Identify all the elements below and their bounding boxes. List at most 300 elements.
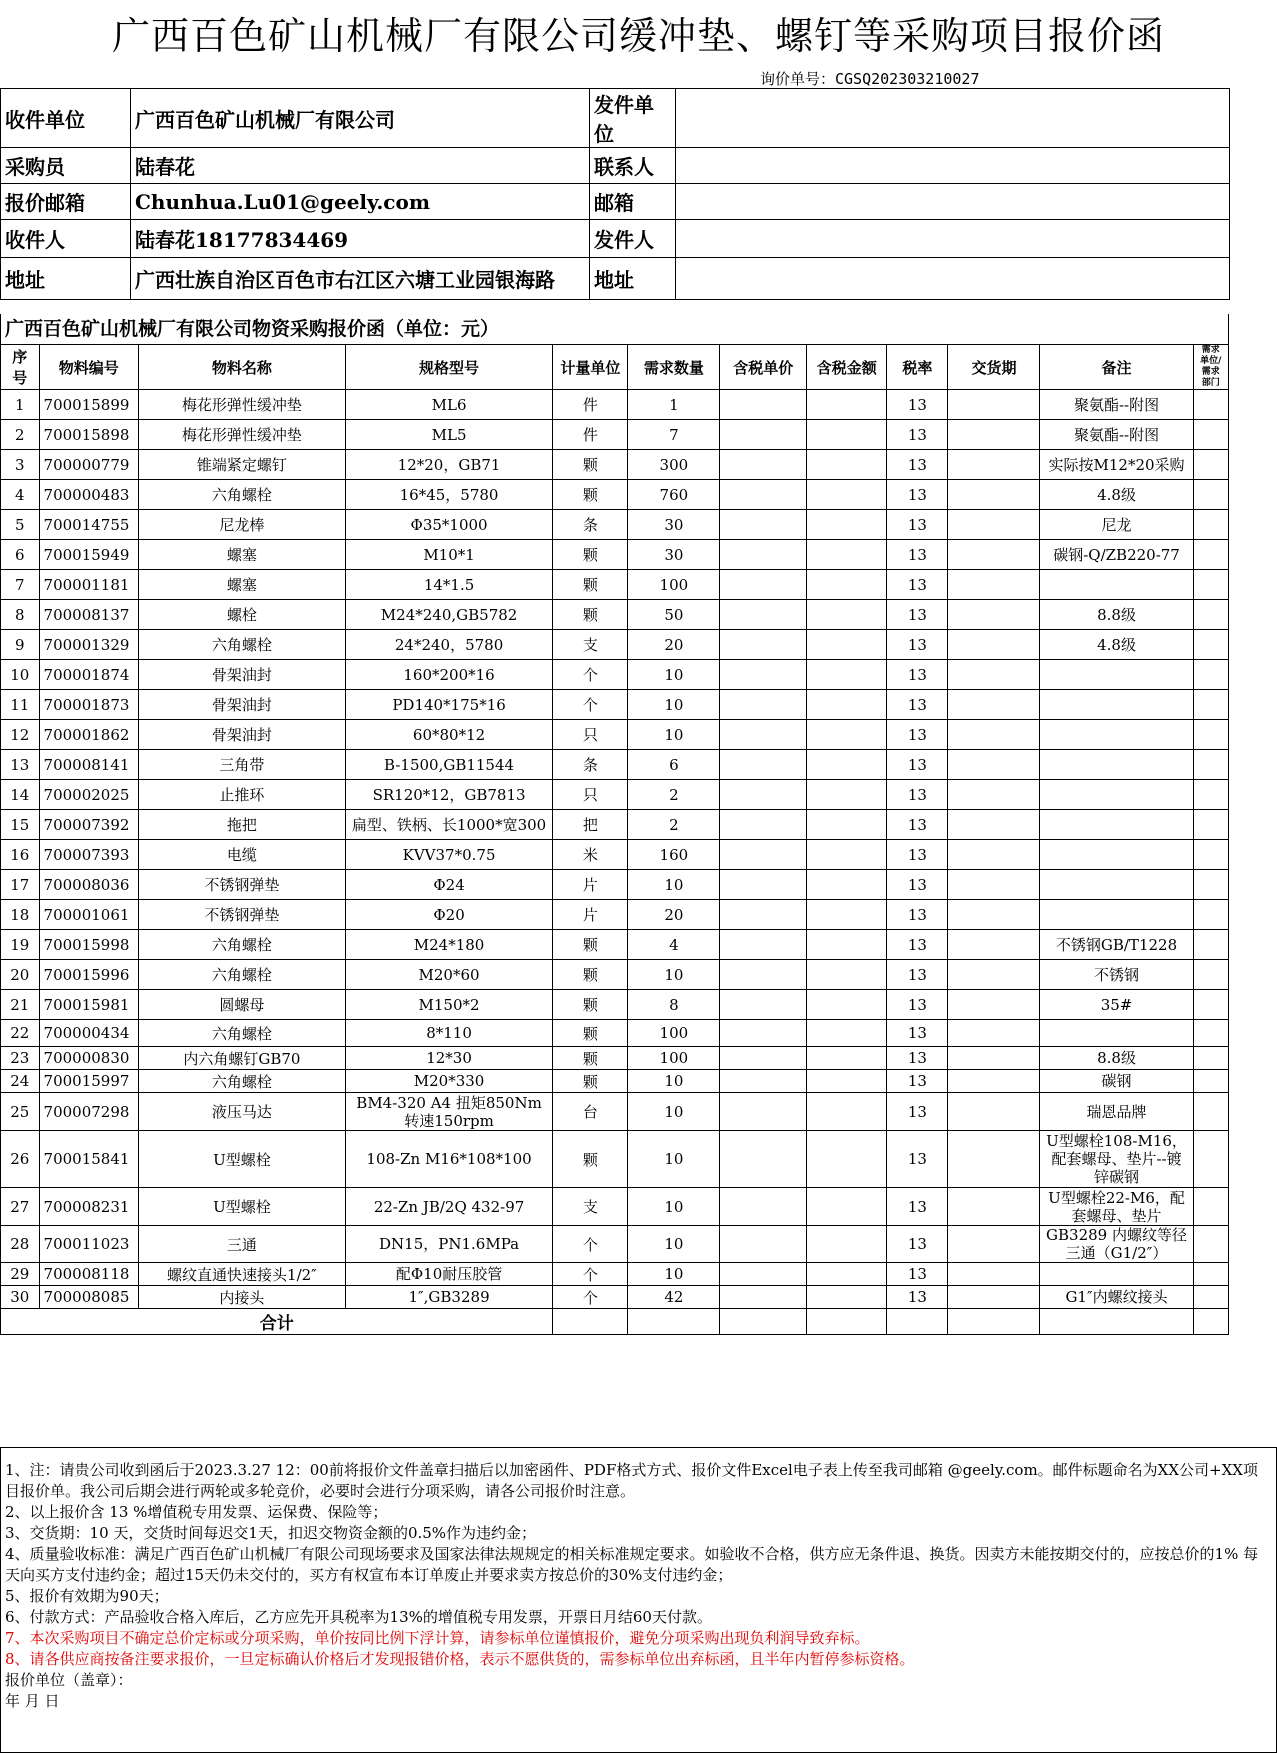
cell-no: 24 [1,1070,40,1093]
header-label: 邮箱 [590,184,676,220]
cell-empty [1193,1093,1228,1131]
table-row [1,390,1229,420]
table-row [1,1131,1229,1188]
cell-remark [1040,1263,1193,1286]
cell-name: 拖把 [139,810,346,840]
cell-name: 梅花形弹性缓冲垫 [139,390,346,420]
cell-no: 8 [1,600,40,630]
cell-spec: Φ35*1000 [345,510,553,540]
cell-empty [720,510,807,540]
cell-qty: 10 [628,690,720,720]
cell-remark [1040,870,1193,900]
cell-no: 15 [1,810,40,840]
cell-empty [948,720,1040,750]
cell-qty: 760 [628,480,720,510]
cell-empty [807,1263,887,1286]
cell-code: 700007393 [39,840,139,870]
cell-empty [1193,690,1228,720]
cell-empty [1193,1047,1228,1070]
cell-remark: 8.8级 [1040,600,1193,630]
cell-unit: 件 [553,420,628,450]
cell-empty [948,540,1040,570]
cell-remark [1040,660,1193,690]
cell-code: 700008231 [39,1188,139,1226]
cell-empty [1193,930,1228,960]
table-row [1,510,1229,540]
note-item: 7、本次采购项目不确定总价定标或分项采购，单价按同比例下浮计算，请参标单位谨慎报价，避免分项采购出现负利润导致弃标。 [5,1629,870,1647]
table-row [1,630,1229,660]
cell-code: 700014755 [39,510,139,540]
cell-empty [948,1226,1040,1263]
cell-no: 2 [1,420,40,450]
table-row [1,690,1229,720]
cell-no: 21 [1,990,40,1020]
cell-qty: 30 [628,510,720,540]
cell-remark: U型螺栓108-M16，配套螺母、垫片--镀锌碳钢 [1040,1131,1193,1188]
cell-empty [948,600,1040,630]
cell-empty [807,480,887,510]
cell-spec: PD140*175*16 [345,690,553,720]
cell-remark [1040,840,1193,870]
cell-empty [720,1020,807,1047]
cell-tax: 13 [887,930,948,960]
cell-remark: U型螺栓22-M6，配套螺母、垫片 [1040,1188,1193,1226]
cell-empty [1193,750,1228,780]
cell-code: 700000483 [39,480,139,510]
cell-empty [1193,960,1228,990]
cell-spec: 60*80*12 [345,720,553,750]
cell-remark: 35# [1040,990,1193,1020]
cell-qty: 10 [628,960,720,990]
cell-empty [720,630,807,660]
header-value [676,258,1230,300]
cell-empty [807,750,887,780]
cell-empty [720,1070,807,1093]
cell-tax: 13 [887,900,948,930]
cell-qty: 10 [628,720,720,750]
header-label: 采购员 [1,148,131,184]
table-row [1,930,1229,960]
note-item: 4、质量验收标准：满足广西百色矿山机械厂有限公司现场要求及国家法律法规规定的相关标准规定要求。如验收不合格，供方应无条件退、换货。因卖方未能按期交付的，应按总价的1% 每天向买方支付违约金；超过15天仍未交付的，买方有权宣布本订单废止并要求卖方按总价的30%支付违约金； [5,1545,1259,1584]
cell-no: 23 [1,1047,40,1070]
cell-unit: 条 [553,510,628,540]
cell-unit: 片 [553,900,628,930]
cell-remark [1040,900,1193,930]
column-header: 物料编号 [39,345,139,390]
cell-no: 29 [1,1263,40,1286]
cell-code: 700008118 [39,1263,139,1286]
cell-qty: 10 [628,870,720,900]
cell-spec: 12*30 [345,1047,553,1070]
note-item: 6、付款方式：产品验收合格入库后，乙方应先开具税率为13%的增值税专用发票，开票日月结60天付款。 [5,1608,712,1626]
cell-empty [1193,870,1228,900]
table-row [1,990,1229,1020]
cell-qty: 6 [628,750,720,780]
cell-empty [1193,630,1228,660]
cell-empty [948,810,1040,840]
cell-tax: 13 [887,660,948,690]
cell-qty: 8 [628,990,720,1020]
cell-empty [948,930,1040,960]
cell-empty [948,750,1040,780]
cell-remark: 8.8级 [1040,1047,1193,1070]
cell-spec: M20*330 [345,1070,553,1093]
cell-empty [807,840,887,870]
cell-tax: 13 [887,600,948,630]
column-header: 序号 [1,345,40,390]
cell-empty [1193,990,1228,1020]
cell-empty [948,660,1040,690]
cell-unit: 支 [553,1188,628,1226]
cell-unit: 颗 [553,960,628,990]
cell-empty [1193,420,1228,450]
cell-empty [948,480,1040,510]
cell-code: 700001061 [39,900,139,930]
cell-name: 电缆 [139,840,346,870]
cell-no: 7 [1,570,40,600]
cell-unit: 把 [553,810,628,840]
cell-code: 700001181 [39,570,139,600]
table-header-row [1,345,1229,390]
cell-name: 三通 [139,1226,346,1263]
cell-qty: 10 [628,1093,720,1131]
table-row [1,870,1229,900]
cell-empty [1193,720,1228,750]
cell-qty: 2 [628,780,720,810]
cell-remark [1040,690,1193,720]
cell-empty [948,690,1040,720]
cell-empty [720,720,807,750]
cell-unit: 支 [553,630,628,660]
cell-empty [807,960,887,990]
cell-empty [720,660,807,690]
header-value [676,184,1230,220]
cell-spec: M24*240,GB5782 [345,600,553,630]
cell-tax: 13 [887,1263,948,1286]
cell-empty [1193,540,1228,570]
cell-no: 20 [1,960,40,990]
cell-spec: 16*45，5780 [345,480,553,510]
cell-spec: Φ24 [345,870,553,900]
cell-spec: 160*200*16 [345,660,553,690]
cell-empty [948,510,1040,540]
table-row [1,480,1229,510]
cell-empty [807,720,887,750]
header-label: 地址 [590,258,676,300]
table-row [1,1226,1229,1263]
cell-empty [720,690,807,720]
cell-code: 700008085 [39,1286,139,1309]
cell-qty: 20 [628,630,720,660]
cell-qty: 100 [628,570,720,600]
cell-empty [948,1131,1040,1188]
cell-qty: 10 [628,1263,720,1286]
cell-tax: 13 [887,1047,948,1070]
cell-code: 700015996 [39,960,139,990]
cell-empty [720,390,807,420]
cell-spec: M20*60 [345,960,553,990]
cell-tax: 13 [887,1093,948,1131]
cell-name: 骨架油封 [139,690,346,720]
header-label: 地址 [1,258,131,300]
header-table [0,88,1230,300]
cell-no: 4 [1,480,40,510]
cell-spec: 扁型、铁柄、长1000*宽300 [345,810,553,840]
cell-code: 700007298 [39,1093,139,1131]
cell-unit: 颗 [553,540,628,570]
cell-name: 止推环 [139,780,346,810]
cell-empty [720,1047,807,1070]
cell-name: 不锈钢弹垫 [139,900,346,930]
cell-empty [807,990,887,1020]
cell-empty [720,810,807,840]
cell-empty [1193,1263,1228,1286]
table-row [1,780,1229,810]
cell-empty [807,1070,887,1093]
header-row [1,148,1230,184]
cell-unit: 个 [553,1286,628,1309]
cell-qty: 20 [628,900,720,930]
cell-qty: 10 [628,1226,720,1263]
cell-empty [807,1286,887,1309]
cell-empty [807,690,887,720]
cell-empty [948,1047,1040,1070]
cell-empty [948,1286,1040,1309]
cell-empty [807,540,887,570]
cell-tax: 13 [887,810,948,840]
cell-empty [807,1226,887,1263]
cell-qty: 2 [628,810,720,840]
cell-spec: 24*240，5780 [345,630,553,660]
cell-remark [1040,750,1193,780]
cell-empty [720,540,807,570]
cell-spec: B-1500,GB11544 [345,750,553,780]
cell-tax: 13 [887,540,948,570]
cell-qty: 4 [628,930,720,960]
cell-empty [720,780,807,810]
cell-empty [807,810,887,840]
header-value: 陆春花18177834469 [131,220,590,258]
cell-qty: 10 [628,660,720,690]
cell-empty [948,1093,1040,1131]
column-header: 备注 [1040,345,1193,390]
cell-tax: 13 [887,570,948,600]
header-value [676,148,1230,184]
cell-empty [948,390,1040,420]
cell-code: 700015949 [39,540,139,570]
cell-unit: 颗 [553,930,628,960]
table-row [1,1286,1229,1309]
cell-empty [720,1093,807,1131]
cell-name: U型螺栓 [139,1188,346,1226]
cell-qty: 10 [628,1188,720,1226]
cell-no: 6 [1,540,40,570]
cell-code: 700000434 [39,1020,139,1047]
cell-empty [720,1226,807,1263]
cell-no: 3 [1,450,40,480]
cell-name: 六角螺栓 [139,1020,346,1047]
date-label: 年 月 日 [5,1692,60,1710]
cell-no: 28 [1,1226,40,1263]
table-row [1,1188,1229,1226]
cell-empty [720,570,807,600]
header-row [1,184,1230,220]
cell-code: 700001873 [39,690,139,720]
cell-remark: GB3289 内螺纹等径三通（G1/2″） [1040,1226,1193,1263]
cell-spec: M24*180 [345,930,553,960]
cell-empty [948,1020,1040,1047]
cell-spec: DN15，PN1.6MPa [345,1226,553,1263]
cell-no: 14 [1,780,40,810]
cell-name: 内接头 [139,1286,346,1309]
cell-spec: ML5 [345,420,553,450]
cell-name: 螺塞 [139,540,346,570]
cell-unit: 台 [553,1093,628,1131]
cell-tax: 13 [887,630,948,660]
cell-tax: 13 [887,840,948,870]
cell-code: 700001862 [39,720,139,750]
cell-empty [807,930,887,960]
cell-qty: 10 [628,1131,720,1188]
cell-name: 六角螺栓 [139,930,346,960]
table-row [1,1020,1229,1047]
cell-unit: 片 [553,870,628,900]
cell-empty [807,600,887,630]
table-row [1,720,1229,750]
column-header: 物料名称 [139,345,346,390]
cell-tax: 13 [887,780,948,810]
cell-remark [1040,720,1193,750]
cell-spec: M10*1 [345,540,553,570]
cell-empty [1193,1131,1228,1188]
cell-name: 圆螺母 [139,990,346,1020]
cell-name: 六角螺栓 [139,1070,346,1093]
header-label: 收件单位 [1,89,131,148]
table-row [1,840,1229,870]
cell-unit: 颗 [553,1020,628,1047]
cell-empty [948,450,1040,480]
cell-empty [807,510,887,540]
cell-code: 700015898 [39,420,139,450]
cell-qty: 100 [628,1020,720,1047]
cell-spec: ML6 [345,390,553,420]
cell-empty [948,570,1040,600]
cell-name: 骨架油封 [139,660,346,690]
cell-no: 12 [1,720,40,750]
cell-code: 700000779 [39,450,139,480]
table-row [1,1263,1229,1286]
cell-empty [948,840,1040,870]
column-header: 交货期 [948,345,1040,390]
cell-no: 16 [1,840,40,870]
cell-unit: 颗 [553,570,628,600]
table-row [1,750,1229,780]
column-header: 需求单位/需求部门 [1193,345,1228,390]
cell-empty [948,990,1040,1020]
table-row [1,960,1229,990]
header-label: 报价邮箱 [1,184,131,220]
column-header: 规格型号 [345,345,553,390]
cell-empty [720,420,807,450]
cell-empty [807,660,887,690]
cell-name: 内六角螺钉GB70 [139,1047,346,1070]
cell-empty [1193,1020,1228,1047]
cell-no: 5 [1,510,40,540]
cell-tax: 13 [887,690,948,720]
cell-spec: 1″,GB3289 [345,1286,553,1309]
cell-unit: 颗 [553,990,628,1020]
cell-code: 700001329 [39,630,139,660]
cell-qty: 10 [628,1070,720,1093]
cell-empty [720,1188,807,1226]
cell-empty [720,990,807,1020]
table-row [1,540,1229,570]
cell-name: 六角螺栓 [139,630,346,660]
cell-remark: 聚氨酯--附图 [1040,390,1193,420]
cell-unit: 米 [553,840,628,870]
cell-spec: 8*110 [345,1020,553,1047]
table-row [1,660,1229,690]
cell-empty [720,960,807,990]
cell-no: 11 [1,690,40,720]
cell-name: 螺栓 [139,600,346,630]
cell-empty [1193,570,1228,600]
cell-unit: 个 [553,1226,628,1263]
cell-empty [720,1286,807,1309]
header-row [1,258,1230,300]
cell-empty [807,1020,887,1047]
cell-code: 700002025 [39,780,139,810]
cell-tax: 13 [887,390,948,420]
cell-no: 30 [1,1286,40,1309]
cell-code: 700008137 [39,600,139,630]
header-row [1,89,1230,148]
cell-code: 700015899 [39,390,139,420]
cell-qty: 42 [628,1286,720,1309]
cell-empty [720,450,807,480]
cell-code: 700015998 [39,930,139,960]
cell-name: 液压马达 [139,1093,346,1131]
cell-name: 不锈钢弹垫 [139,870,346,900]
cell-tax: 13 [887,1226,948,1263]
cell-name: 梅花形弹性缓冲垫 [139,420,346,450]
cell-remark: 碳钢 [1040,1070,1193,1093]
cell-qty: 300 [628,450,720,480]
cell-tax: 13 [887,960,948,990]
cell-tax: 13 [887,990,948,1020]
cell-empty [1193,840,1228,870]
cell-code: 700015841 [39,1131,139,1188]
cell-no: 10 [1,660,40,690]
cell-empty [1193,600,1228,630]
cell-empty [720,600,807,630]
cell-empty [948,900,1040,930]
cell-remark: 4.8级 [1040,480,1193,510]
cell-empty [720,900,807,930]
cell-empty [1193,480,1228,510]
cell-empty [807,450,887,480]
table-row [1,450,1229,480]
table-row [1,810,1229,840]
section-title: 广西百色矿山机械厂有限公司物资采购报价函（单位：元） [0,314,1229,344]
cell-code: 700015997 [39,1070,139,1093]
cell-remark: 碳钢-Q/ZB220-77 [1040,540,1193,570]
cell-name: 螺塞 [139,570,346,600]
cell-empty [807,570,887,600]
cell-tax: 13 [887,480,948,510]
cell-remark [1040,1020,1193,1047]
cell-empty [807,1047,887,1070]
